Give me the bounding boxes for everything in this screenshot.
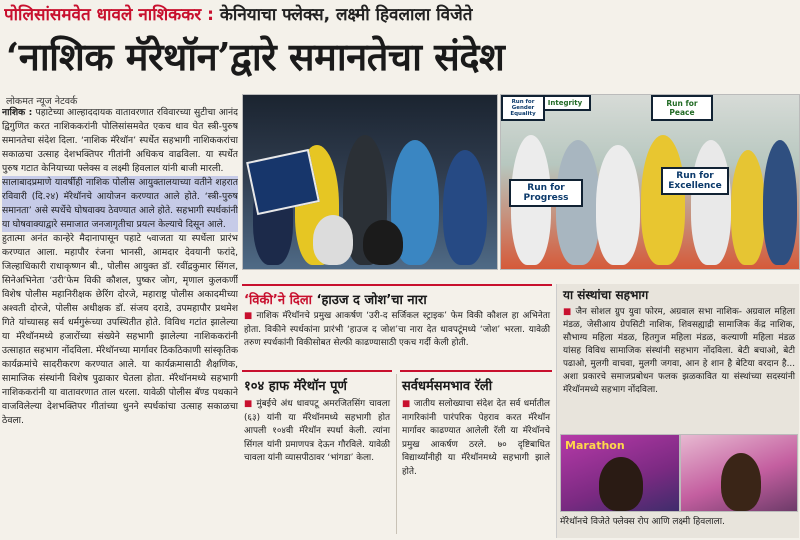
photo-runners-group [242,94,498,270]
left-column-article [2,106,238,536]
para-1: पहाटेच्या आल्हाददायक वातावरणात रविवारच्या सुटीचा आनंद द्विगुणित करत नाशिककरांनी पोलिसांसमवेत एकच धाव घेत स्त्री-पुरुष समानतेचा संदेश दिला. ‘नाशिक मॅरेथॉन’ स्पर्धेत सहभागी नाशिककरांचा सकाळचा उत्साह देशभक्तिपर गीतांनी अधिकच वाढविला. या स्पर्धेत पुरुष गटात केनियाच्या फ्लेक्स व लक्ष्मी हिवलाल यांनी बाजी मारली. [2,107,238,174]
half-marathon-body [244,398,390,466]
section-vicky [242,284,552,370]
bullet-icon: ■ [563,307,573,317]
dateline: नाशिक : [2,107,33,118]
rally-title: सर्वधर्मसमभाव रॅली [402,379,493,394]
vicky-body [244,310,550,351]
half-marathon-title: १०४ हाफ मॅरेथॉन पूर्ण [244,379,347,394]
vicky-title-red: ‘विकी’ने दिला [244,293,313,308]
kicker [4,2,796,28]
sidebar-body-text: जैन सोशल ग्रुप युवा फोरम, अग्रवाल सभा नाशिक- अग्रवाल महिला मंडळ, जेसीआय ग्रेपसिटी नाशिक, शिवसह्याद्री सामाजिक केंद्र नाशिक, सौभाग्य महिला मंडळ, हितगुज महिला मंडळ, कल्याणी महिला मंडळ यांसह विविध सामाजिक संस्थांनी सहभाग नोंदविला. बेटी बचाओ, बेटी पढाओ, मुलगी वाचवा, मुलगी जगवा, आन हे शान है बेटिया वरदान है... अशा प्रकारचे समाजप्रबोधन फलक झळकावित या संस्थांच्या सदस्यांनी मॅरेथॉनमध्ये सहभाग नोंदविला. [563,307,796,395]
photo-run-signs [500,94,800,270]
sign-run-for-progress: Run for Progress [509,179,583,207]
sign-integrity: Integrity [539,95,591,111]
photo3-text: Marathon [565,439,625,452]
sidebar-title: या संस्थांचा सहभाग [563,288,649,302]
photo-winner-female [680,434,798,512]
vicky-body-text: नाशिक मॅरेथॉनचे प्रमुख आकर्षण ‘उरी-द सर्जिकल स्ट्राइक’ फेम विकी कौशल हा अभिनेता होता. विकीने स्पर्धकांना प्रारंभी ‘हाउज द जोश’चा नारा देत धावपटूंमध्ये ‘जोश’ भरला. यावेळी तरुण स्पर्धकांनी विकीसोबत सेल्फी काढण्यासाठी एकच गर्दी केली होती. [244,311,551,348]
photo-winner-male [560,434,680,512]
vicky-title-dark: ‘हाउज द जोश’चा नारा [312,293,427,308]
bullet-icon: ■ [402,399,411,409]
sign-gender-equality: Run for Gender Equality [501,95,545,121]
sign-run-for-peace: Run for Peace [651,95,713,121]
sign-run-for-excellence: Run for Excellence [661,167,729,195]
column-divider [396,374,397,534]
headline: ‘नाशिक मॅरेथॉन’द्वारे समानतेचा संदेश [6,34,505,79]
bullet-icon: ■ [244,311,254,321]
photo-caption: मॅरेथॉनचे विजेते फ्लेक्स रोप आणि लक्ष्मी हिवलाला. [560,517,725,527]
para-3: हुतात्मा अनंत कान्हेरे मैदानापासून पहाटे ५वाजता या स्पर्धेला प्रारंभ करण्यात आला. महापौर रंजना भानसी, आमदार देवयानी फरांदे, जिल्हाधिकारी राधाकृष्णन बी., पोलीस आयुक्त डॉ. रवींद्रकुमार सिंगल, सिनेअभिनेता ‘उरी’फेम विकी कौशल, पुष्कर जोग, मृणाल कुलकर्णी विशेष पोलीस महानिरीक्षक छेरिंग दोरजे, महाराष्ट्र पोलीस अकादमीच्या अश्वती दोरजे, पोलीस अधीक्षक डॉ. संजय दराडे, उपमहापौर प्रथमेश गिते यांच्यासह सर्व धर्मगुरूंच्या उपस्थितीत होते. विविध गटांत झालेल्या या मॅरेथॉनमध्ये हजारोंच्या संख्येने सहभागी झालेल्या नाशिककरांनी उत्साहात सहभाग नोंदविला. मॅरेथॉनच्या मार्गावर ठिकठिकाणी सांस्कृतिक कार्यक्रमांचे सादरीकरण करण्यात आले. या कार्यक्रमासाठी शैक्षणिक, सामाजिक संस्थांनी विशेष पुढाकार घेतला होता. मॅरेथॉनमध्ये सहभागी नाशिककरांनी या वातावरणात ताल धरला. यावेळी पोलीस बॅण्ड पथकाने वाजविलेल्या देशभक्तिपर गीतांच्या धुनने स्पर्धकांचा उत्साह सकाळचा ठेवला. [2,233,238,426]
byline: लोकमत न्यूज नेटवर्क [6,96,78,107]
kicker-red: पोलिसांसमवेत धावले नाशिककर : [4,5,214,25]
section-half-marathon [242,370,392,540]
rally-body-text: जातीय सलोख्याचा संदेश देत सर्व धर्मातील नागरिकांनी पारंपरिक पेहराव करत मॅरेथॉन मार्गावर काढण्यात आलेली रॅली या मॅरेथॉनचे प्रमुख आकर्षण ठरले. ७० दृष्टिबाधित विद्यार्थ्यांनीही या मॅरेथॉनमध्ये सहभागी झाले होते. [402,399,551,477]
sidebar-body [563,306,795,397]
vicky-title [244,290,550,308]
kicker-dark: केनियाचा फ्लेक्स, लक्ष्मी हिवलाला विजेते [213,5,473,25]
half-marathon-body-text: मुंबईचे अंध धावपटू अमरजितसिंग चावला (६३) यांनी या मॅरेथॉनमध्ये सहभागी होत आपली १०४वी मॅरेथॉन स्पर्धा केली. त्यांना सिंगल यांनी प्रमाणपत्र देऊन गौरविले. यावेळी चावला यांनी व्यासपीठावर ‘भांगडा’ केला. [244,399,391,463]
section-rally [400,370,552,540]
bullet-icon: ■ [244,399,254,409]
para-2-highlight: सालाबादप्रमाणे यावर्षीही नाशिक पोलीस आयुक्तालयाच्या वतीने शहरात रविवारी (दि.२४) मॅरेथॉनचे आयोजन करण्यात आले होते. ‘स्त्री-पुरुष समानता’ असे स्पर्धेचे घोषवाक्य ठेवण्यात आले होते. सहभागी स्पर्धकांनी या घोषवाक्याद्वारे समाजात जनजागृतीचा प्रयत्न केल्याचे दिसून आले. [2,177,238,230]
rally-body [402,398,550,479]
